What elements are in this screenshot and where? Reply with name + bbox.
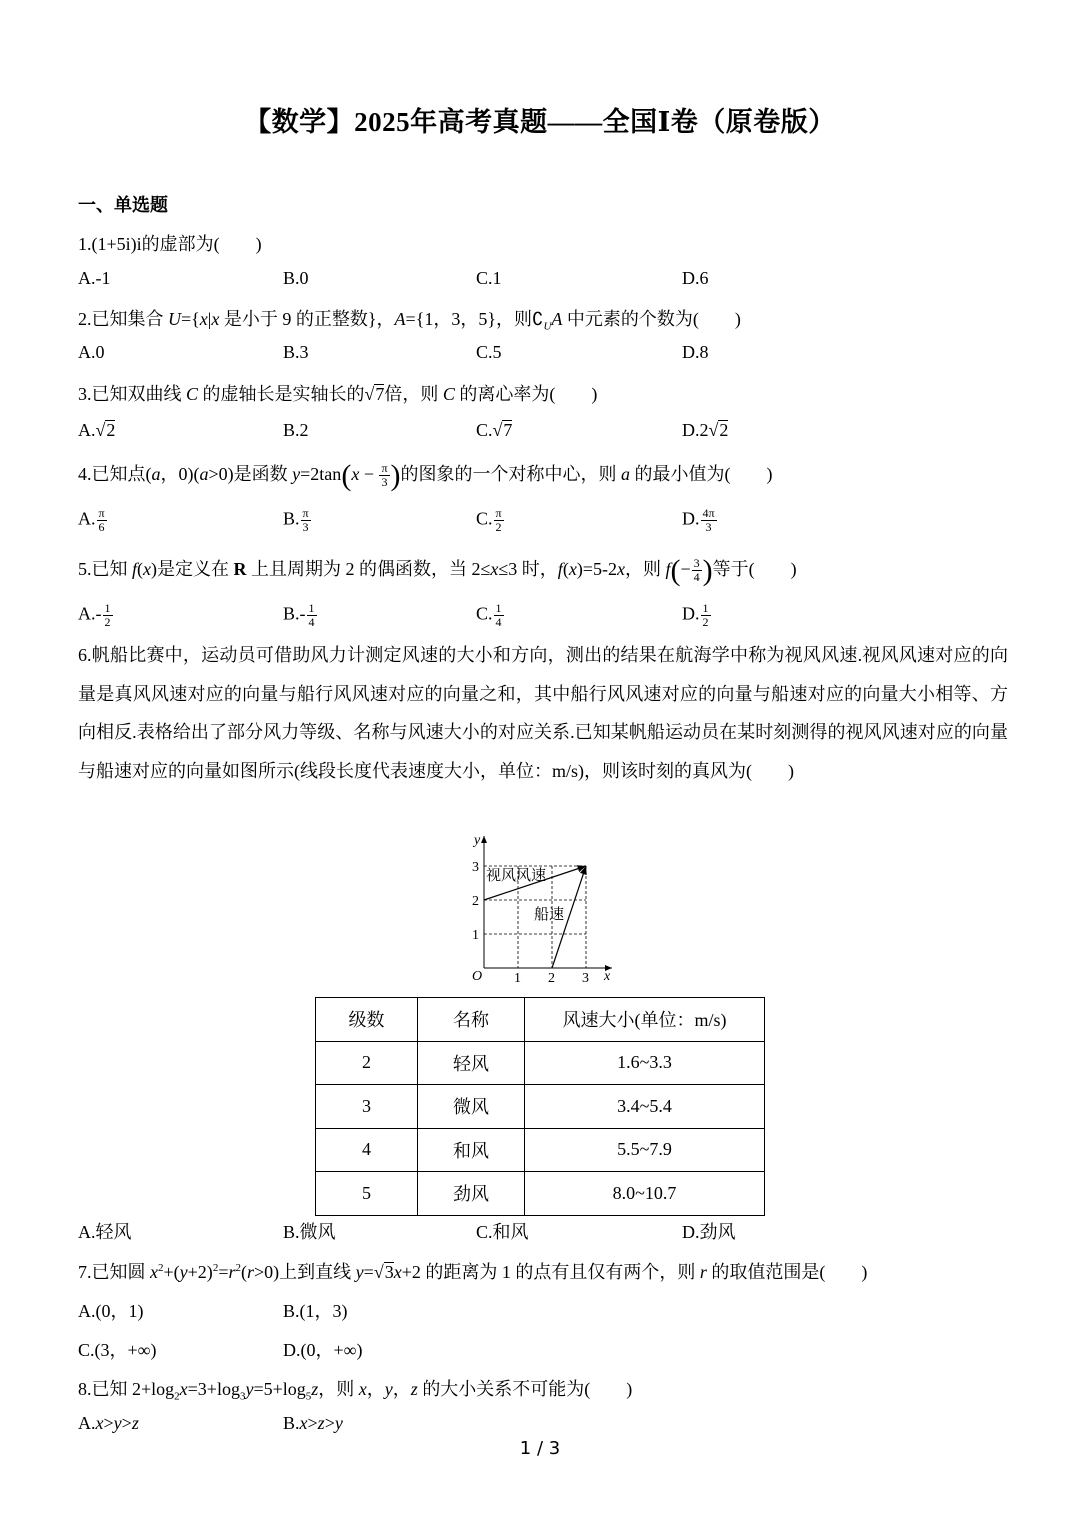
table-cell: 3 bbox=[316, 1085, 418, 1129]
table-header-row bbox=[316, 998, 765, 1042]
q4-option-a: A. $\frac{\pi}{6}$ bbox=[78, 506, 105, 534]
question-2-stem: 2.已知集合 U={x|x 是小于 9 的正整数}，A={1，3，5}，则$∁_UA$ 中元素的个数为( ) bbox=[78, 309, 741, 333]
q1-option-c: C.1 bbox=[476, 268, 502, 288]
q1-option-d: D.6 bbox=[682, 268, 709, 288]
q7-option-a: A.(0，1) bbox=[78, 1301, 144, 1321]
y-tick-2: 2 bbox=[472, 894, 479, 909]
q7-option-c: C.(3，+∞) bbox=[78, 1340, 157, 1360]
table-cell: 1.6~3.3 bbox=[525, 1041, 765, 1085]
y-axis-label: y bbox=[474, 833, 481, 848]
table-cell: 8.0~10.7 bbox=[525, 1172, 765, 1216]
question-1-stem: 1.(1+5i)i的虚部为( ) bbox=[78, 234, 262, 254]
q2-option-a: A.0 bbox=[78, 342, 105, 362]
x-axis-label: x bbox=[604, 969, 611, 984]
wind-scale-table bbox=[315, 997, 765, 1216]
q5-option-c: C. $\frac{1}{4}$ bbox=[476, 601, 502, 629]
table-cell: 4 bbox=[316, 1128, 418, 1172]
table-cell: 2 bbox=[316, 1041, 418, 1085]
q6-option-c: C.和风 bbox=[476, 1222, 529, 1242]
section-heading: 一、单选题 bbox=[78, 195, 168, 216]
q5-option-a: A.- $\frac{1}{2}$ bbox=[78, 601, 111, 629]
q2-option-c: C.5 bbox=[476, 342, 502, 362]
header-cell-name: 名称 bbox=[418, 998, 525, 1042]
table-row bbox=[316, 1172, 765, 1216]
table-cell: 微风 bbox=[418, 1085, 525, 1129]
origin-label: O bbox=[472, 969, 483, 984]
q1-option-b: B.0 bbox=[283, 268, 309, 288]
q7-option-b: B.(1，3) bbox=[283, 1301, 348, 1321]
y-tick-3: 3 bbox=[472, 860, 479, 875]
page-title: 【数学】2025年高考真题——全国Ⅰ卷（原卷版） bbox=[244, 107, 836, 137]
q4-option-b: B. $\frac{\pi}{3}$ bbox=[283, 506, 309, 534]
q6-option-b: B.微风 bbox=[283, 1222, 336, 1242]
q3-option-c: C.√7 bbox=[476, 420, 513, 440]
q6-option-d: D.劲风 bbox=[682, 1222, 736, 1242]
x-tick-2: 2 bbox=[548, 971, 555, 986]
boat-speed-label: 船速 bbox=[534, 907, 565, 923]
q8-option-b: B.x>z>y bbox=[283, 1413, 343, 1433]
question-3-stem: 3.已知双曲线 C 的虚轴长是实轴长的√7倍，则 C 的离心率为( ) bbox=[78, 384, 598, 404]
q2-option-b: B.3 bbox=[283, 342, 309, 362]
table-row bbox=[316, 1085, 765, 1129]
table-cell: 3.4~5.4 bbox=[525, 1085, 765, 1129]
question-5-stem: 5.已知 f(x)是定义在 R 上且周期为 2 的偶函数，当 2≤x≤3 时，f(x)=5-2x，则 f(− $\frac{3}{4}$ )等于( ) bbox=[78, 553, 797, 587]
x-tick-1: 1 bbox=[514, 971, 521, 986]
q1-option-a: A.-1 bbox=[78, 268, 111, 288]
q2-option-d: D.8 bbox=[682, 342, 709, 362]
page-number: 1 / 3 bbox=[519, 1438, 561, 1459]
table-cell: 轻风 bbox=[418, 1041, 525, 1085]
apparent-wind-label: 视风风速 bbox=[486, 868, 547, 884]
q5-option-d: D. $\frac{1}{2}$ bbox=[682, 601, 709, 629]
table-row bbox=[316, 1041, 765, 1085]
q3-option-a: A.√2 bbox=[78, 420, 116, 440]
question-7-stem: 7.已知圆 $x^2+(y+2)^2=r^2(r>0)$上到直线 y=√3x+2 的距离为 1 的点有且仅有两个，则 r 的取值范围是( ) bbox=[78, 1262, 868, 1282]
q4-option-c: C. $\frac{\pi}{2}$ bbox=[476, 506, 502, 534]
table-cell: 5.5~7.9 bbox=[525, 1128, 765, 1172]
q3-option-b: B.2 bbox=[283, 420, 309, 440]
table-cell: 5 bbox=[316, 1172, 418, 1216]
x-tick-3: 3 bbox=[582, 971, 589, 986]
question-4-stem: 4.已知点(a，0)(a>0)是函数 y=2tan(x − $\frac{\pi}{3}$ )的图象的一个对称中心，则 a 的最小值为( ) bbox=[78, 458, 773, 492]
header-cell-grade: 级数 bbox=[316, 998, 418, 1042]
q3-option-d: D.2√2 bbox=[682, 420, 729, 440]
q4-option-d: D. $\frac{4\pi}{3}$ bbox=[682, 506, 715, 534]
q8-option-a: A.x>y>z bbox=[78, 1413, 139, 1433]
table-row bbox=[316, 1128, 765, 1172]
q6-option-a: A.轻风 bbox=[78, 1222, 132, 1242]
question-6-stem: 6.帆船比赛中，运动员可借助风力计测定风速的大小和方向，测出的结果在航海学中称为视风风速.视风风速对应的向量是真风风速对应的向量与船行风风速对应的向量之和，其中船行风风速对应的向量与船速对应的向量大小相等、方向相反.表格给出了部分风力等级、名称与风速大小的对应关系.已知某帆船运动员在某时刻测得的视风风速对应的向量与船速对应的向量如图所示(线段长度代表速度大小，单位：m/s)，则该时刻的真风为( ) bbox=[78, 645, 1008, 781]
header-cell-speed: 风速大小(单位：m/s) bbox=[525, 998, 765, 1042]
wind-vector-figure bbox=[462, 830, 622, 986]
q7-option-d: D.(0，+∞) bbox=[283, 1340, 363, 1360]
y-tick-1: 1 bbox=[472, 928, 479, 943]
table-cell: 和风 bbox=[418, 1128, 525, 1172]
table-cell: 劲风 bbox=[418, 1172, 525, 1216]
q5-option-b: B.- $\frac{1}{4}$ bbox=[283, 601, 315, 629]
question-8-stem: 8.已知 $2+\log_2x=3+\log_3y=5+\log_5z$，则 x，y，z 的大小关系不可能为( ) bbox=[78, 1379, 633, 1403]
